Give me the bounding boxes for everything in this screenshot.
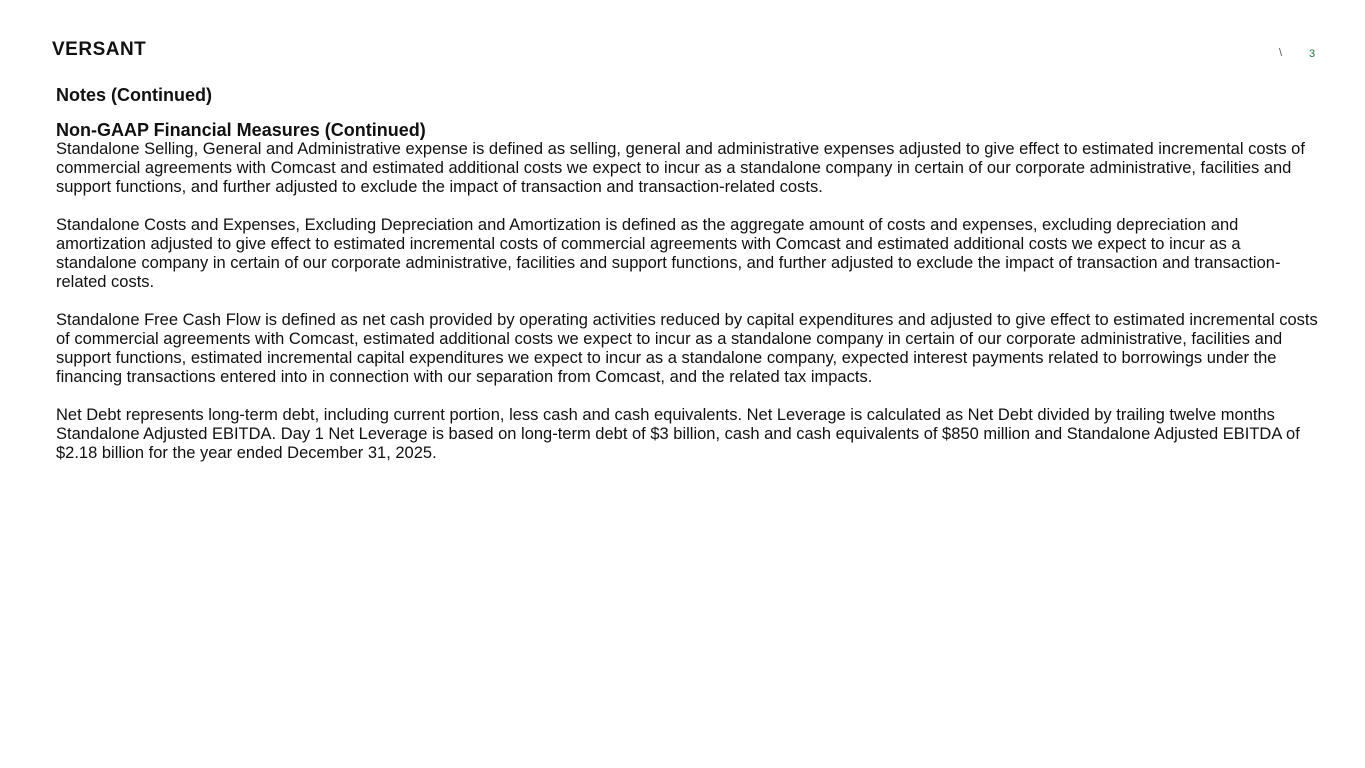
page-number: 3 (1309, 48, 1316, 60)
notes-title: Notes (Continued) (56, 85, 212, 105)
paragraph-net-debt: Net Debt represents long-term debt, including current portion, less cash and cash equivalents. Net Leverage is calculated as Net Debt divided by trailing twelve months Standalone Adjusted EBITDA. Day 1 Net Leverage is based on long-term debt of $3 billion, cash and cash equivalents of $850 million and Standalone Adjusted EBITDA of $2.18 billion for the year ended December 31, 2025. (56, 406, 1300, 462)
paragraph-sga: Standalone Selling, General and Administrative expense is defined as selling, general and administrative expenses adjusted to give effect to estimated incremental costs of commercial agreements with Comcast and estimated additional costs we expect to incur as a standalone company in certain of our corporate administrative, facilities and support functions, and further adjusted to exclude the impact of transaction and transaction-related costs. (56, 140, 1305, 196)
document-body (56, 84, 1318, 463)
page-marker: \ (1279, 47, 1283, 59)
section-title: Non-GAAP Financial Measures (Continued) (56, 120, 426, 140)
paragraph-costs-expenses: Standalone Costs and Expenses, Excluding Depreciation and Amortization is defined as the aggregate amount of costs and expenses, excluding depreciation and amortization adjusted to give effect to estimated incremental costs of commercial agreements with Comcast and estimated additional costs we expect to incur as a standalone company in certain of our corporate administrative, facilities and support functions, and further adjusted to exclude the impact of transaction and transaction-related costs. (56, 216, 1281, 291)
versant-logo: VERSANT (52, 39, 147, 60)
paragraph-free-cash-flow: Standalone Free Cash Flow is defined as net cash provided by operating activities reduced by capital expenditures and adjusted to give effect to estimated incremental costs of commercial agreements with Comcast, estimated additional costs we expect to incur as a standalone company in certain of our corporate administrative, facilities and support functions, estimated incremental capital expenditures we expect to incur as a standalone company, expected interest payments related to borrowings under the financing transactions entered into in connection with our separation from Comcast, and the related tax impacts. (56, 311, 1318, 386)
